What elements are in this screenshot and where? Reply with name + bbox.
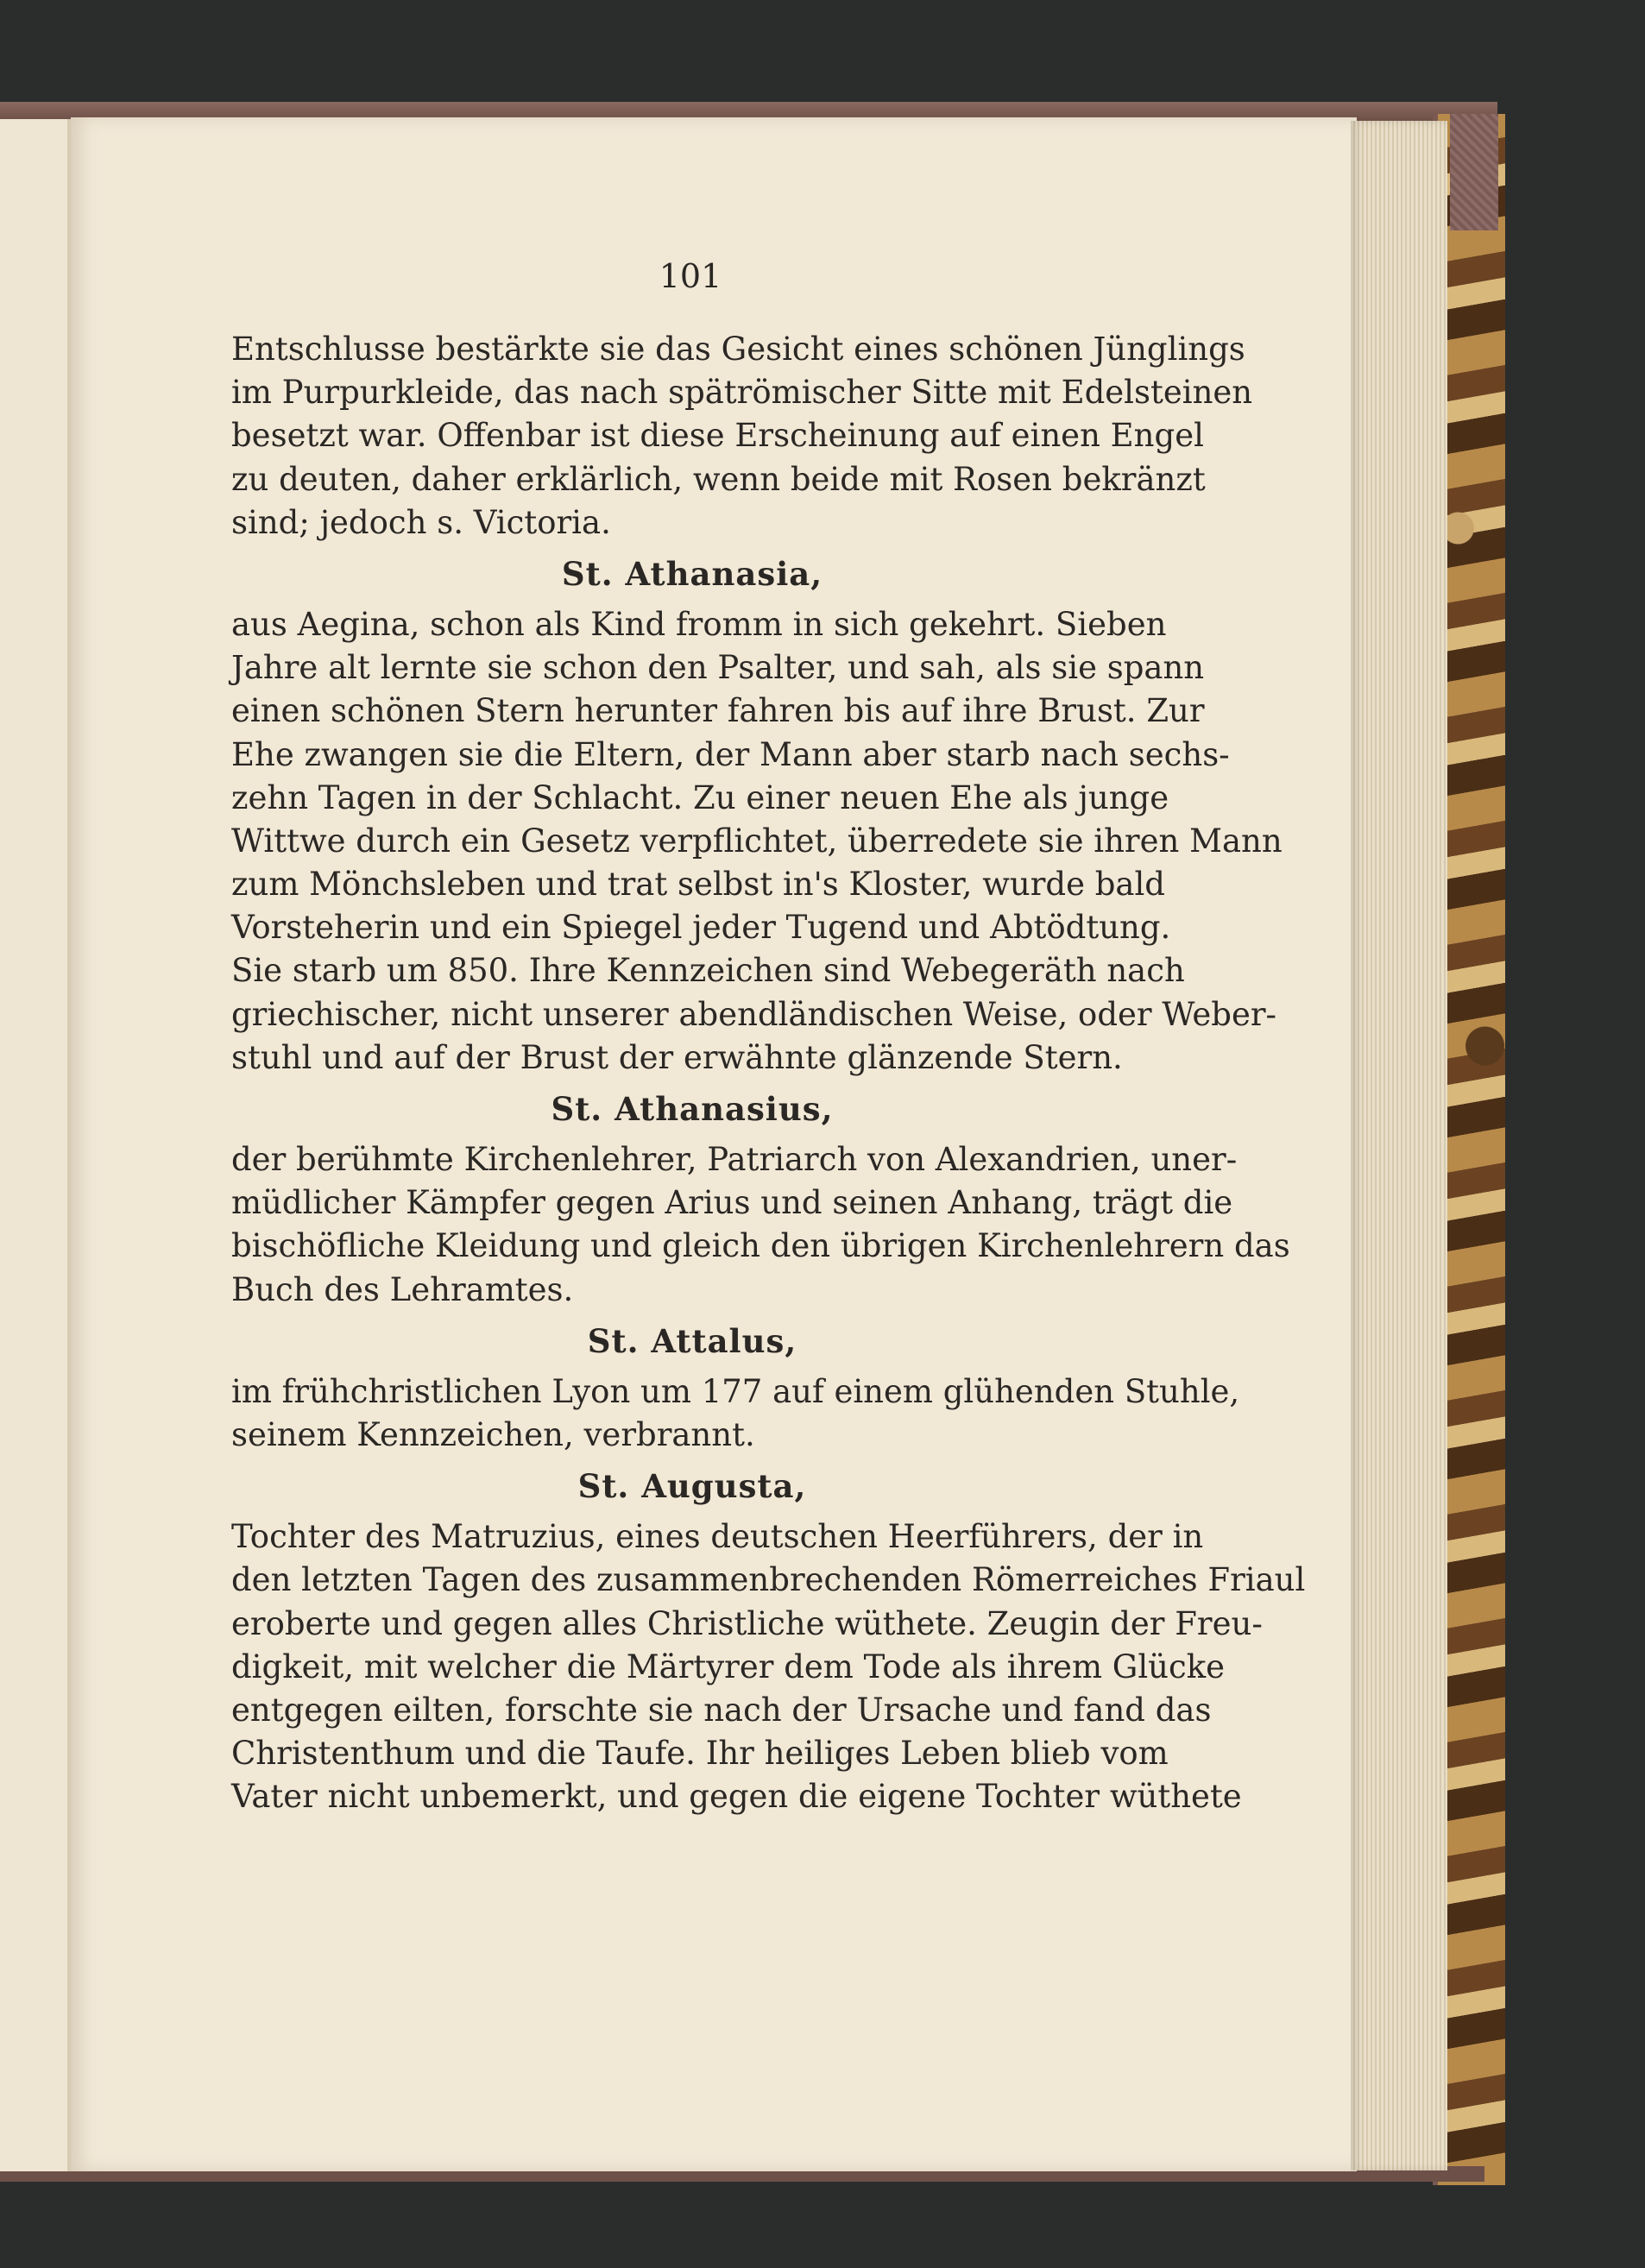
text-line: Vater nicht unbemerkt, und gegen die eigene Tochter wüthete: [231, 1778, 1242, 1816]
text-line: digkeit, mit welcher die Märtyrer dem Tode als ihrem Glücke: [231, 1647, 1226, 1685]
text-line: stuhl und auf der Brust der erwähnte glänzende Stern.: [231, 1038, 1123, 1076]
paragraph: [231, 1515, 1306, 1818]
entry-heading: St. Athanasius,: [551, 1090, 834, 1128]
text-line: besetzt war. Offenbar ist diese Erscheinung auf einen Engel: [231, 417, 1204, 455]
text-line: Vorsteherin und ein Spiegel jeder Tugend und Abtödtung.: [231, 909, 1171, 947]
book-cover-cloth-corner: [1450, 114, 1498, 230]
text-line: seinem Kennzeichen, verbrannt.: [231, 1415, 755, 1453]
paragraph: [231, 1370, 1240, 1457]
text-line: müdlicher Kämpfer gegen Arius und seinen Anhang, trägt die: [231, 1184, 1233, 1222]
text-line: Christenthum und die Taufe. Ihr heiliges Leben blieb vom: [231, 1735, 1169, 1773]
text-line: griechischer, nicht unserer abendländischen Weise, oder Weber-: [231, 995, 1277, 1033]
paragraph: [231, 328, 1253, 545]
text-line: im Purpurkleide, das nach spätrömischer Sitte mit Edelsteinen: [231, 374, 1253, 412]
text-line: zu deuten, daher erklärlich, wenn beide mit Rosen bekränzt: [231, 460, 1206, 498]
text-line: aus Aegina, schon als Kind fromm in sich gekehrt. Sieben: [231, 605, 1167, 643]
text-line: Jahre alt lernte sie schon den Psalter, und sah, als sie spann: [231, 649, 1205, 687]
text-line: Tochter des Matruzius, eines deutschen Heerführers, der in: [231, 1518, 1204, 1556]
text-line: Sie starb um 850. Ihre Kennzeichen sind Webegeräth nach: [231, 952, 1185, 990]
page-text: [231, 328, 1306, 1818]
text-line: im frühchristlichen Lyon um 177 auf einem glühenden Stuhle,: [231, 1372, 1240, 1410]
paragraph: [231, 1138, 1290, 1312]
text-line: einen schönen Stern herunter fahren bis auf ihre Brust. Zur: [231, 692, 1205, 730]
text-line: Ehe zwangen sie die Eltern, der Mann aber starb nach sechs-: [231, 735, 1230, 773]
page-block-edges: [1351, 121, 1447, 2170]
text-line: der berühmte Kirchenlehrer, Patriarch von Alexandrien, uner-: [231, 1141, 1238, 1178]
text-line: sind; jedoch s. Victoria.: [231, 503, 611, 541]
left-page-edge: [0, 119, 71, 2171]
text-line: eroberte und gegen alles Christliche wüthete. Zeugin der Freu-: [231, 1604, 1263, 1642]
text-line: den letzten Tagen des zusammenbrechenden Römerreiches Friaul: [231, 1561, 1306, 1599]
text-line: Wittwe durch ein Gesetz verpflichtet, überredete sie ihren Mann: [231, 822, 1283, 860]
paragraph: [231, 603, 1283, 1080]
text-line: bischöfliche Kleidung und gleich den übrigen Kirchenlehrern das: [231, 1227, 1290, 1265]
entry-heading: St. Augusta,: [577, 1467, 807, 1506]
entry-heading: St. Attalus,: [587, 1321, 797, 1360]
entry-heading: St. Athanasia,: [561, 554, 823, 593]
page-number: 101: [659, 257, 722, 295]
text-line: Buch des Lehramtes.: [231, 1270, 574, 1308]
text-line: zehn Tagen in der Schlacht. Zu einer neuen Ehe als junge: [231, 778, 1169, 816]
text-line: Entschlusse bestärkte sie das Gesicht eines schönen Jünglings: [231, 331, 1245, 368]
text-line: entgegen eilten, forschte sie nach der Ursache und fand das: [231, 1691, 1212, 1729]
text-line: zum Mönchsleben und trat selbst in's Kloster, wurde bald: [231, 866, 1165, 904]
